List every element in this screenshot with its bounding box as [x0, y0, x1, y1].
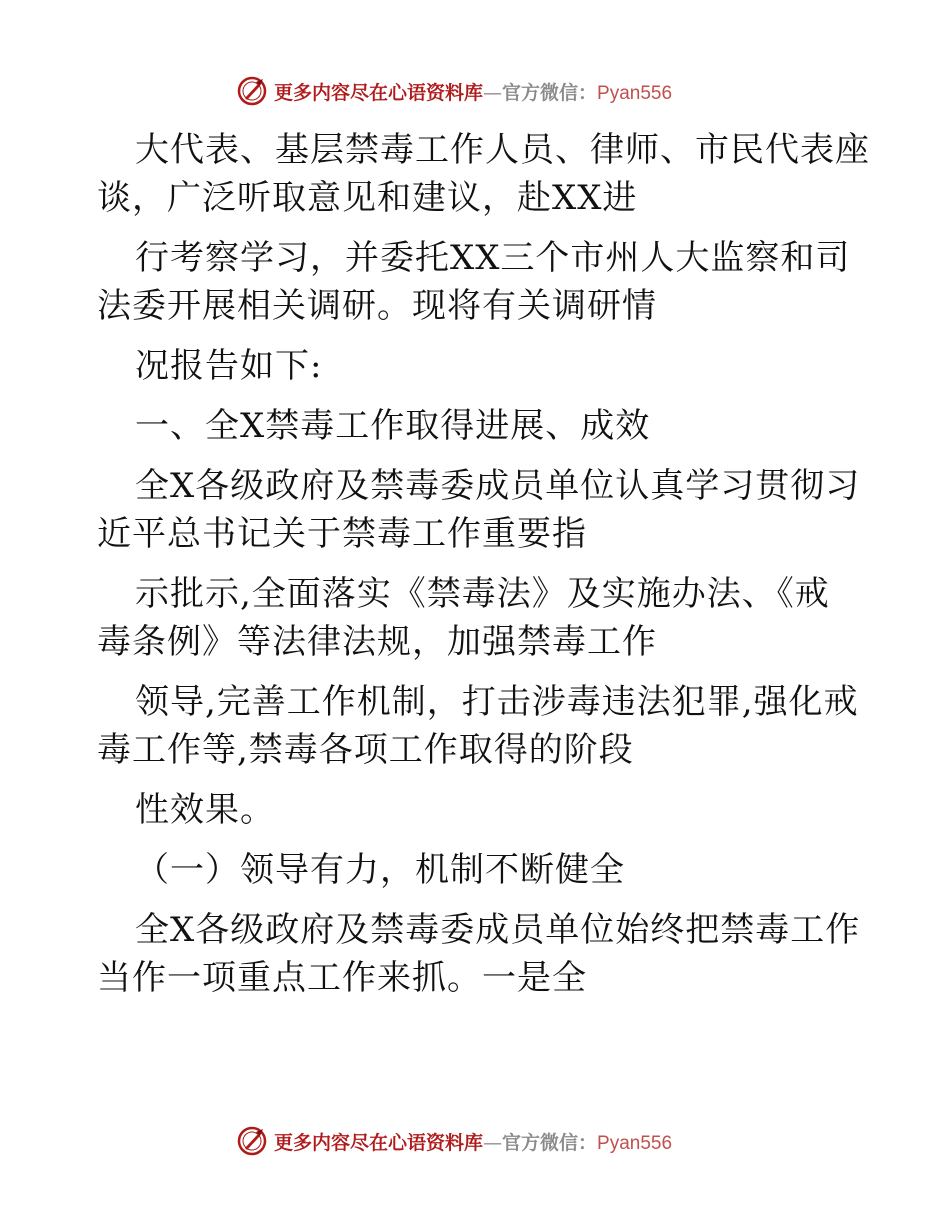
- text-line: 法委开展相关调研。现将有关调研情: [97, 286, 657, 326]
- text-line: 全X各级政府及禁毒委成员单位认真学习贯彻习: [135, 466, 861, 506]
- text-line: 当作一项重点工作来抓。一是全: [97, 958, 587, 998]
- watermark-site-name: 更多内容尽在心语资料库: [274, 1131, 484, 1154]
- text-line: 谈，广泛听取意见和建议，赴XX进: [97, 178, 638, 218]
- text-line: 性效果。: [135, 790, 275, 830]
- text-line: 领导,完善工作机制，打击涉毒违法犯罪,强化戒: [135, 682, 859, 722]
- watermark-text: [274, 1128, 672, 1155]
- watermark-banner-top: [236, 73, 716, 109]
- text-line: 近平总书记关于禁毒工作重要指: [97, 514, 587, 554]
- quill-seal-logo-icon: [236, 1125, 268, 1157]
- text-line: 行考察学习，并委托XX三个市州人大监察和司: [135, 238, 851, 278]
- watermark-wechat-label: 官方微信：: [502, 81, 598, 104]
- watermark-account: Pyan556: [597, 1132, 673, 1154]
- watermark-dash: —: [483, 1131, 503, 1154]
- text-line: 毒条例》等法律法规，加强禁毒工作: [97, 622, 657, 662]
- watermark-site-name: 更多内容尽在心语资料库: [274, 81, 484, 104]
- watermark-dash: —: [483, 81, 503, 104]
- body-text: [97, 126, 870, 1002]
- text-line: 全X各级政府及禁毒委成员单位始终把禁毒工作: [135, 910, 861, 950]
- watermark-wechat-label: 官方微信：: [502, 1131, 598, 1154]
- quill-seal-logo-icon: [236, 75, 268, 107]
- text-line: 大代表、基层禁毒工作人员、律师、市民代表座: [135, 130, 870, 170]
- watermark-text: [274, 78, 672, 105]
- watermark-banner-bottom: [236, 1123, 716, 1159]
- watermark-account: Pyan556: [597, 82, 673, 104]
- text-line: 毒工作等,禁毒各项工作取得的阶段: [97, 730, 634, 770]
- section-heading: 一、全X禁毒工作取得进展、成效: [135, 406, 651, 446]
- text-line: 况报告如下:: [135, 346, 323, 386]
- subsection-heading: （一）领导有力，机制不断健全: [135, 850, 625, 890]
- text-line: 示批示,全面落实《禁毒法》及实施办法、《戒: [135, 574, 830, 614]
